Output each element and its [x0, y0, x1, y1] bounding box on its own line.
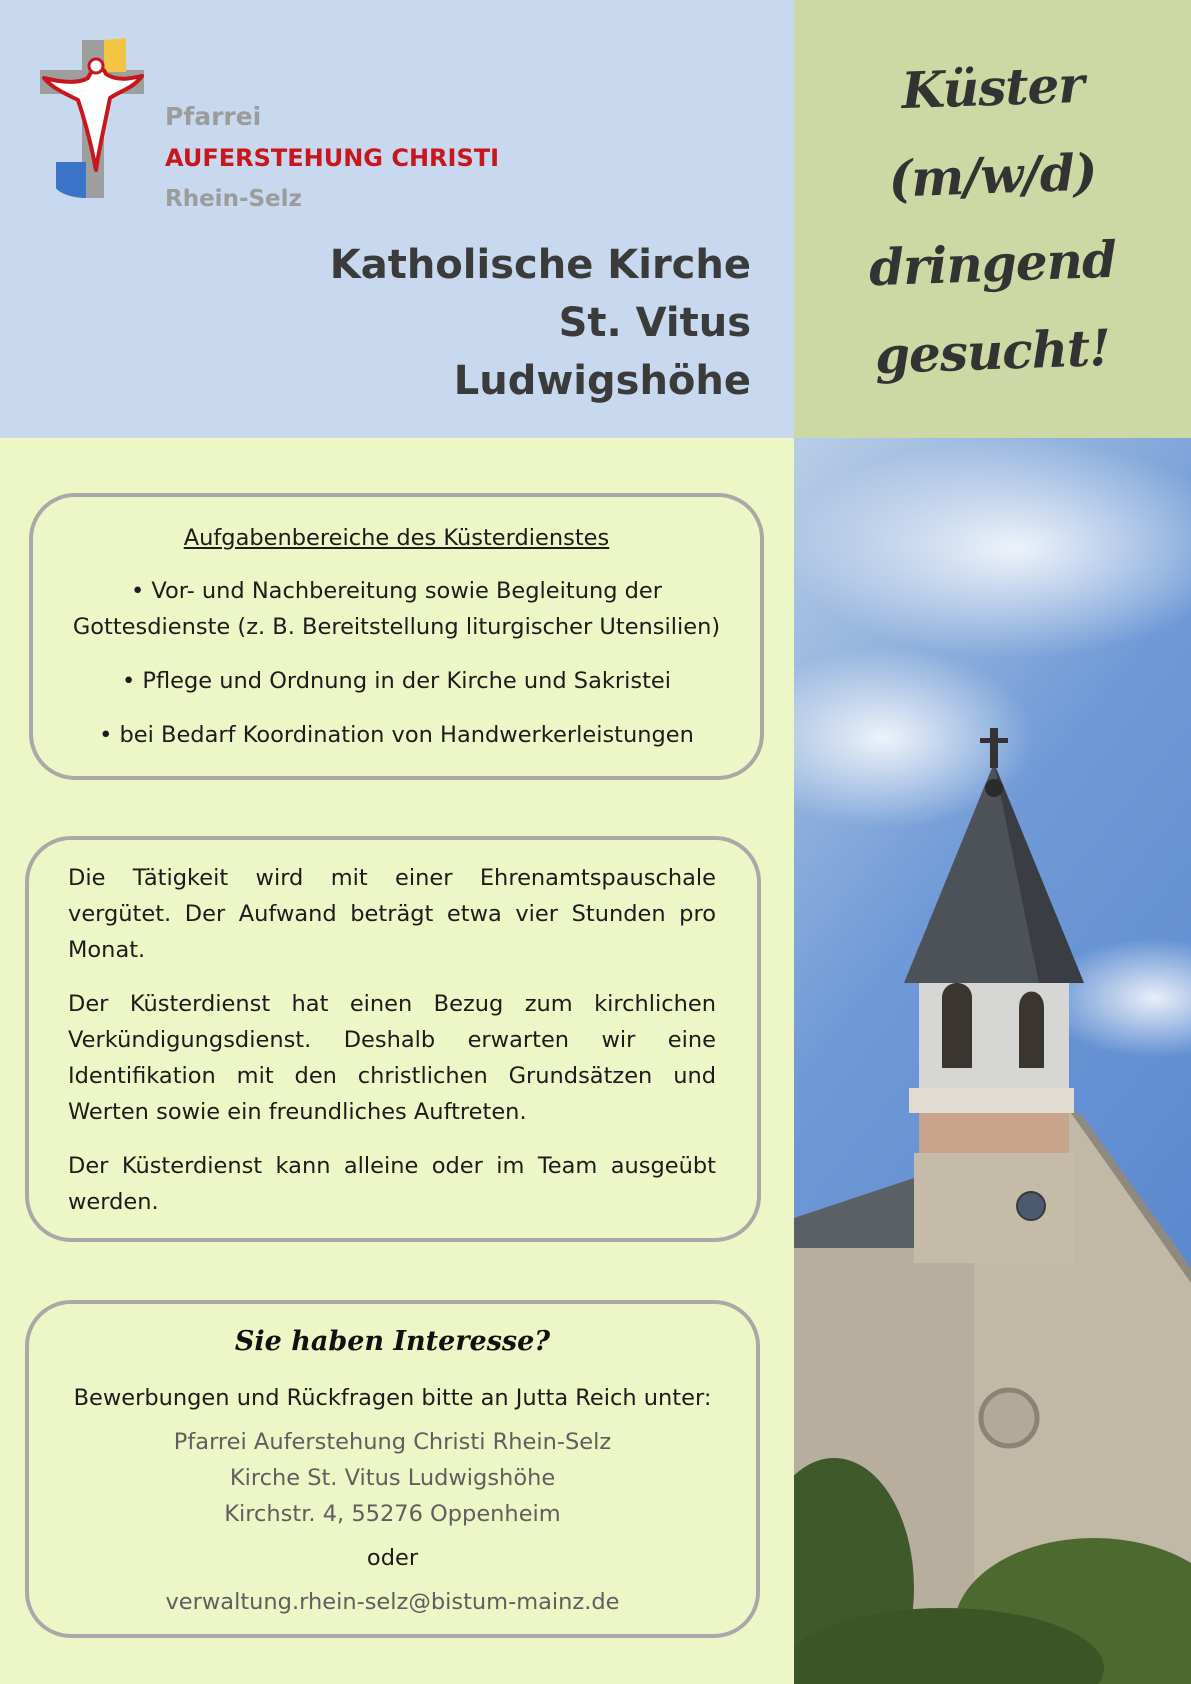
contact-intro: Bewerbungen und Rückfragen bitte an Jutta Reich unter:: [73, 1385, 712, 1411]
contact-address-line-3: Kirchstr. 4, 55276 Oppenheim: [224, 1501, 561, 1527]
logo-text-region: Rhein-Selz: [165, 186, 302, 212]
contact-box: [25, 1300, 760, 1638]
details-paragraph-2: Der Küsterdienst hat einen Bezug zum kirchlichen Verkündigungsdienst. Deshalb erwarten wir eine Identifikation mit den christlichen Grundsätzen und Werten sowie ein freundliches Auftreten.: [68, 991, 716, 1125]
parish-logo: [40, 38, 500, 218]
church-tower-photo-icon: [794, 438, 1191, 1684]
church-title-line3: Ludwigshöhe: [453, 358, 751, 404]
contact-heading: Sie haben Interesse?: [234, 1326, 551, 1357]
duties-item-3: • bei Bedarf Koordination von Handwerkerleistungen: [99, 722, 694, 748]
church-title-line2: St. Vitus: [558, 300, 751, 346]
contact-email[interactable]: verwaltung.rhein-selz@bistum-mainz.de: [165, 1589, 620, 1615]
cross-with-figure-logo-icon: [40, 38, 160, 218]
contact-or: oder: [366, 1545, 419, 1571]
job-ad-title-line4: gesucht!: [873, 317, 1112, 386]
job-ad-title-line1: Küster: [900, 54, 1085, 121]
church-title-line1: Katholische Kirche: [329, 242, 751, 288]
logo-text-pfarrei: Pfarrei: [165, 102, 262, 131]
job-ad-title: [794, 44, 1191, 396]
job-ad-title-line3: dringend: [868, 229, 1117, 298]
details-paragraph-1: Die Tätigkeit wird mit einer Ehrenamtspauschale vergütet. Der Aufwand beträgt etwa vier Stunden pro Monat.: [68, 865, 716, 963]
duties-item-1-line-1: • Vor- und Nachbereitung sowie Begleitung der: [130, 578, 663, 604]
contact-address-line-1: Pfarrei Auferstehung Christi Rhein-Selz: [173, 1429, 612, 1455]
duties-item-1-line-2: Gottesdienste (z. B. Bereitstellung liturgischer Utensilien): [72, 614, 721, 640]
job-ad-title-line2: (m/w/d): [887, 142, 1098, 209]
duties-heading: Aufgabenbereiche des Küsterdienstes: [183, 525, 610, 551]
contact-address-line-2: Kirche St. Vitus Ludwigshöhe: [229, 1465, 556, 1491]
church-tower-photo: [794, 438, 1191, 1684]
duties-box: [29, 493, 764, 780]
church-title: [330, 236, 751, 410]
duties-item-2: • Pflege und Ordnung in der Kirche und Sakristei: [121, 668, 672, 694]
details-box: [25, 836, 761, 1242]
details-paragraph-3: Der Küsterdienst kann alleine oder im Team ausgeübt werden.: [68, 1153, 716, 1215]
logo-text-parish-name: AUFERSTEHUNG CHRISTI: [165, 144, 500, 172]
